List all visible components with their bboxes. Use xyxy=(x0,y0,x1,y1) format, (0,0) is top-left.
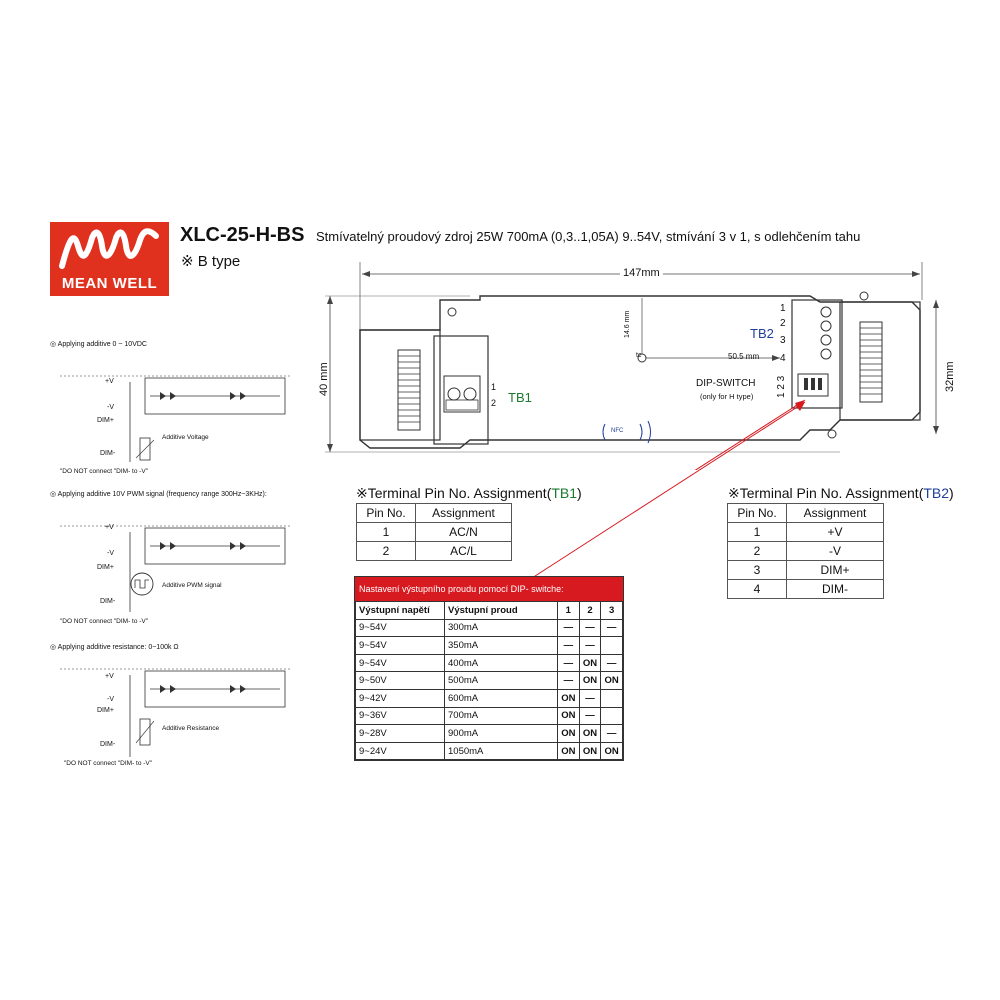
wiring-component: Additive PWM signal xyxy=(162,582,222,589)
tb2-pin-2: 2 xyxy=(780,318,786,329)
dip-table-title: Nastavení výstupního proudu pomocí DIP- switche: xyxy=(355,577,623,601)
wiring-schematic xyxy=(50,354,300,464)
wiring-component: Additive Resistance xyxy=(162,725,220,732)
wiring-title: ◎ Applying additive 10V PWM signal (frequency range 300Hz~3KHz): xyxy=(50,491,267,498)
switch-cell: ON xyxy=(579,725,601,743)
wiring-schematic xyxy=(50,504,300,614)
tc-vertical-dimension: 14.6 mm xyxy=(624,310,631,338)
pin-number: 2 xyxy=(357,542,416,561)
wiring-label-dim-plus: DIM+ xyxy=(97,707,114,714)
current-cell: 300mA xyxy=(445,619,558,637)
switch-cell: — xyxy=(579,689,601,707)
tb1-pin-2: 2 xyxy=(491,398,497,408)
switch-cell: — xyxy=(579,637,601,655)
current-cell: 700mA xyxy=(445,707,558,725)
tb2-pin-3: 3 xyxy=(780,335,786,346)
column-header: 3 xyxy=(601,602,623,620)
switch-cell: ON xyxy=(558,689,580,707)
table-row xyxy=(357,523,512,542)
pin-number: 3 xyxy=(728,561,787,580)
switch-cell: ON xyxy=(579,654,601,672)
table-row xyxy=(356,707,623,725)
switch-cell: ON xyxy=(601,672,623,690)
tb1-title-tag: TB1 xyxy=(551,485,578,501)
wiring-diagram-pwm xyxy=(50,490,310,630)
switch-cell xyxy=(601,707,623,725)
switch-cell: ON xyxy=(558,725,580,743)
switch-cell xyxy=(601,637,623,655)
switch-cell: ON xyxy=(558,707,580,725)
column-header: Assignment xyxy=(416,504,512,523)
length-dimension: 147mm xyxy=(620,267,663,279)
mean-well-logo xyxy=(50,222,169,296)
switch-cell: — xyxy=(558,637,580,655)
current-cell: 500mA xyxy=(445,672,558,690)
tb2-label: TB2 xyxy=(750,326,774,341)
pin-assignment: DIM- xyxy=(787,580,884,599)
table-row xyxy=(728,561,884,580)
voltage-cell: 9~54V xyxy=(356,619,445,637)
pin-number: 4 xyxy=(728,580,787,599)
tb1-label: TB1 xyxy=(508,390,532,405)
pin-assignment: DIM+ xyxy=(787,561,884,580)
table-row xyxy=(356,637,623,655)
voltage-cell: 9~24V xyxy=(356,742,445,760)
wiring-label-plus-v: +V xyxy=(105,524,114,531)
tb2-table-title xyxy=(728,485,954,502)
pin-number: 1 xyxy=(728,523,787,542)
wiring-label-minus-v: -V xyxy=(107,404,114,411)
current-cell: 900mA xyxy=(445,725,558,743)
pin-assignment: AC/L xyxy=(416,542,512,561)
column-header: Výstupní napětí xyxy=(356,602,445,620)
tb2-title-tag: TB2 xyxy=(923,485,950,501)
switch-cell: — xyxy=(579,707,601,725)
wiring-label-dim-plus: DIM+ xyxy=(97,417,114,424)
wiring-diagram-resistance xyxy=(50,643,310,773)
table-row xyxy=(728,542,884,561)
wiring-title: ◎ Applying additive 0 ~ 10VDC xyxy=(50,341,147,348)
wiring-label-minus-v: -V xyxy=(107,550,114,557)
switch-cell: — xyxy=(579,619,601,637)
table-row xyxy=(728,580,884,599)
dip-current-table xyxy=(354,576,624,761)
tb1-table-title xyxy=(356,485,582,502)
height-dimension: 40 mm xyxy=(318,362,330,396)
wiring-diagram-voltage xyxy=(50,340,310,475)
wiring-label-dim-minus: DIM- xyxy=(100,598,116,605)
table-row xyxy=(356,689,623,707)
current-cell: 600mA xyxy=(445,689,558,707)
pin-assignment: +V xyxy=(787,523,884,542)
switch-cell: — xyxy=(601,725,623,743)
tb2-pin-table xyxy=(727,503,884,599)
table-row xyxy=(356,725,623,743)
dip-switch-sublabel: (only for H type) xyxy=(700,392,754,401)
table-row xyxy=(728,523,884,542)
tb2-pin-1: 1 xyxy=(780,303,786,314)
switch-cell: — xyxy=(601,654,623,672)
model-type: ※ B type xyxy=(181,253,241,270)
tb1-title-suffix: ) xyxy=(577,485,582,501)
switch-cell xyxy=(601,689,623,707)
wiring-label-plus-v: +V xyxy=(105,673,114,680)
wiring-label-minus-v: -V xyxy=(107,696,114,703)
voltage-cell: 9~54V xyxy=(356,654,445,672)
pin-assignment: AC/N xyxy=(416,523,512,542)
pin-number: 2 xyxy=(728,542,787,561)
current-cell: 400mA xyxy=(445,654,558,672)
nfc-label: NFC xyxy=(611,428,624,434)
wiring-label-dim-plus: DIM+ xyxy=(97,564,114,571)
column-header: Pin No. xyxy=(728,504,787,523)
dip-switch-label: DIP-SWITCH xyxy=(696,378,756,389)
tb1-pin-table xyxy=(356,503,512,561)
mw-logo-mark-icon xyxy=(56,226,163,272)
voltage-cell: 9~42V xyxy=(356,689,445,707)
voltage-cell: 9~50V xyxy=(356,672,445,690)
pin-number: 1 xyxy=(357,523,416,542)
tb1-title-prefix: ※Terminal Pin No. Assignment( xyxy=(356,485,552,501)
wiring-schematic xyxy=(50,657,300,767)
pin-assignment: -V xyxy=(787,542,884,561)
column-header: Výstupní proud xyxy=(445,602,558,620)
current-cell: 1050mA xyxy=(445,742,558,760)
wiring-label-plus-v: +V xyxy=(105,378,114,385)
switch-cell: ON xyxy=(579,742,601,760)
dip-switch-numbers: 1 2 3 xyxy=(776,375,787,398)
column-header: Assignment xyxy=(787,504,884,523)
voltage-cell: 9~36V xyxy=(356,707,445,725)
column-header: 2 xyxy=(579,602,601,620)
column-header: 1 xyxy=(558,602,580,620)
switch-cell: — xyxy=(558,619,580,637)
table-row xyxy=(356,619,623,637)
table-row xyxy=(357,542,512,561)
switch-cell: ON xyxy=(601,742,623,760)
voltage-cell: 9~54V xyxy=(356,637,445,655)
switch-cell: — xyxy=(558,654,580,672)
wiring-label-dim-minus: DIM- xyxy=(100,741,116,748)
tb2-pin-4: 4 xyxy=(780,353,786,364)
switch-cell: ON xyxy=(558,742,580,760)
width-dimension: 32mm xyxy=(944,361,956,392)
column-header: Pin No. xyxy=(357,504,416,523)
tc-horizontal-dimension: 50.5 mm xyxy=(728,352,760,361)
table-row xyxy=(356,672,623,690)
voltage-cell: 9~28V xyxy=(356,725,445,743)
table-row xyxy=(356,654,623,672)
wiring-note: "DO NOT connect "DIM- to -V" xyxy=(60,468,149,475)
wiring-note: "DO NOT connect "DIM- to -V" xyxy=(64,760,153,767)
tc-mark-label: tc xyxy=(636,352,642,359)
switch-cell: ON xyxy=(579,672,601,690)
table-row xyxy=(356,742,623,760)
current-cell: 350mA xyxy=(445,637,558,655)
tb2-title-prefix: ※Terminal Pin No. Assignment( xyxy=(728,485,924,501)
wiring-title: ◎ Applying additive resistance: 0~100k Ω xyxy=(50,644,179,651)
tb1-pin-1: 1 xyxy=(491,382,497,392)
wiring-note: "DO NOT connect "DIM- to -V" xyxy=(60,618,149,625)
wiring-label-dim-minus: DIM- xyxy=(100,450,116,457)
switch-cell: — xyxy=(601,619,623,637)
model-name: XLC-25-H-BS xyxy=(180,224,305,246)
product-description: Stmívatelný proudový zdroj 25W 700mA (0,3..1,05A) 9..54V, stmívání 3 v 1, s odlehčením tahu xyxy=(316,229,861,244)
switch-cell: — xyxy=(558,672,580,690)
tb2-title-suffix: ) xyxy=(949,485,954,501)
wiring-component: Additive Voltage xyxy=(162,434,209,441)
brand-name: MEAN WELL xyxy=(61,275,158,292)
